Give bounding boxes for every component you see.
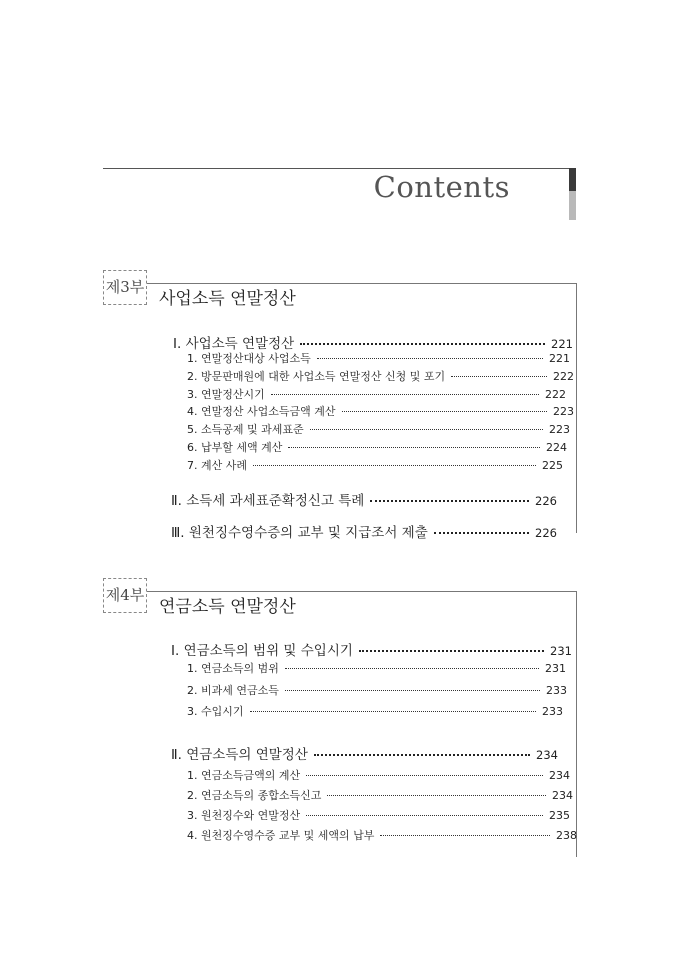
toc-item[interactable] <box>187 350 570 366</box>
toc-item-label: 2. 비과세 연금소득 <box>187 684 279 697</box>
page-title: Contents <box>373 170 510 204</box>
toc-page-number: 226 <box>535 526 557 540</box>
toc-chapter[interactable] <box>171 639 572 659</box>
toc-item[interactable] <box>187 827 577 843</box>
header-accent-bar-light <box>569 191 576 220</box>
toc-chapter[interactable] <box>171 489 557 509</box>
dot-leader <box>285 690 540 691</box>
toc-page-number: 233 <box>546 684 567 697</box>
dot-leader <box>306 775 543 776</box>
toc-page-number: 221 <box>549 352 570 365</box>
toc-item[interactable] <box>187 767 570 783</box>
part-badge: 제4부 <box>103 578 147 613</box>
toc-page-number: 231 <box>550 644 572 658</box>
toc-item-label: 1. 연말정산대상 사업소득 <box>187 352 311 365</box>
dot-leader <box>359 650 544 652</box>
toc-page-number: 222 <box>553 370 574 383</box>
toc-chapter[interactable] <box>173 332 573 352</box>
dot-leader <box>434 532 529 534</box>
toc-item-label: 3. 연말정산시기 <box>187 388 265 401</box>
toc-page-number: 234 <box>552 789 573 802</box>
part-title: 사업소득 연말정산 <box>159 289 296 309</box>
toc-item-label: 7. 계산 사례 <box>187 459 247 472</box>
dot-leader <box>317 358 543 359</box>
toc-item[interactable] <box>187 457 563 473</box>
toc-item[interactable] <box>187 660 566 676</box>
toc-page-number: 221 <box>551 337 573 351</box>
toc-page-number: 224 <box>546 441 567 454</box>
toc-page-number: 226 <box>535 494 557 508</box>
dot-leader <box>310 429 543 430</box>
header-accent-bar <box>569 168 576 191</box>
header-rule <box>103 168 573 169</box>
toc-page-number: 223 <box>553 405 574 418</box>
dot-leader <box>306 815 543 816</box>
toc-page-number: 225 <box>542 459 563 472</box>
toc-page-number: 238 <box>556 829 577 842</box>
dot-leader <box>370 500 529 502</box>
dot-leader <box>342 411 548 412</box>
dot-leader <box>300 343 545 345</box>
toc-page-number: 234 <box>536 748 558 762</box>
toc-item[interactable] <box>187 787 573 803</box>
toc-page-number: 234 <box>549 769 570 782</box>
toc-item[interactable] <box>187 682 567 698</box>
dot-leader <box>253 465 536 466</box>
toc-page-number: 223 <box>549 423 570 436</box>
toc-item[interactable] <box>187 368 574 384</box>
toc-item-label: 3. 원천징수와 연말정산 <box>187 809 301 822</box>
toc-item-label: 4. 원천징수영수증 교부 및 세액의 납부 <box>187 829 375 842</box>
part-title: 연금소득 연말정산 <box>159 597 296 617</box>
toc-item-label: 1. 연금소득금액의 계산 <box>187 769 301 782</box>
toc-page-number: 235 <box>549 809 570 822</box>
toc-chapter-label: Ⅱ. 연금소득의 연말정산 <box>171 747 308 763</box>
toc-chapter-label: Ⅲ. 원천징수영수증의 교부 및 지급조서 제출 <box>171 525 428 541</box>
toc-item[interactable] <box>187 439 567 455</box>
toc-page-number: 222 <box>545 388 566 401</box>
toc-item-label: 6. 납부할 세액 계산 <box>187 441 283 454</box>
toc-chapter-label: Ⅰ. 연금소득의 범위 및 수입시기 <box>171 643 353 659</box>
toc-item-label: 4. 연말정산 사업소득금액 계산 <box>187 405 336 418</box>
dot-leader <box>451 376 547 377</box>
dot-leader <box>380 835 550 836</box>
dot-leader <box>314 754 530 756</box>
toc-item-label: 3. 수입시기 <box>187 705 244 718</box>
toc-chapter[interactable] <box>171 743 558 763</box>
toc-item[interactable] <box>187 386 566 402</box>
dot-leader <box>288 447 540 448</box>
part-badge: 제3부 <box>103 270 147 305</box>
toc-item[interactable] <box>187 807 570 823</box>
toc-chapter[interactable] <box>171 521 557 541</box>
dot-leader <box>327 795 546 796</box>
toc-chapter-label: Ⅰ. 사업소득 연말정산 <box>173 336 295 352</box>
dot-leader <box>250 711 537 712</box>
toc-page-number: 231 <box>545 662 566 675</box>
toc-page-number: 233 <box>542 705 563 718</box>
toc-item[interactable] <box>187 403 574 419</box>
dot-leader <box>285 668 539 669</box>
toc-chapter-label: Ⅱ. 소득세 과세표준확정신고 특례 <box>171 493 365 509</box>
toc-item-label: 2. 연금소득의 종합소득신고 <box>187 789 322 802</box>
toc-item-label: 1. 연금소득의 범위 <box>187 662 279 675</box>
toc-item[interactable] <box>187 421 570 437</box>
dot-leader <box>271 394 539 395</box>
toc-item-label: 5. 소득공제 및 과세표준 <box>187 423 304 436</box>
toc-item-label: 2. 방문판매원에 대한 사업소득 연말정산 신청 및 포기 <box>187 370 446 383</box>
toc-item[interactable] <box>187 703 563 719</box>
